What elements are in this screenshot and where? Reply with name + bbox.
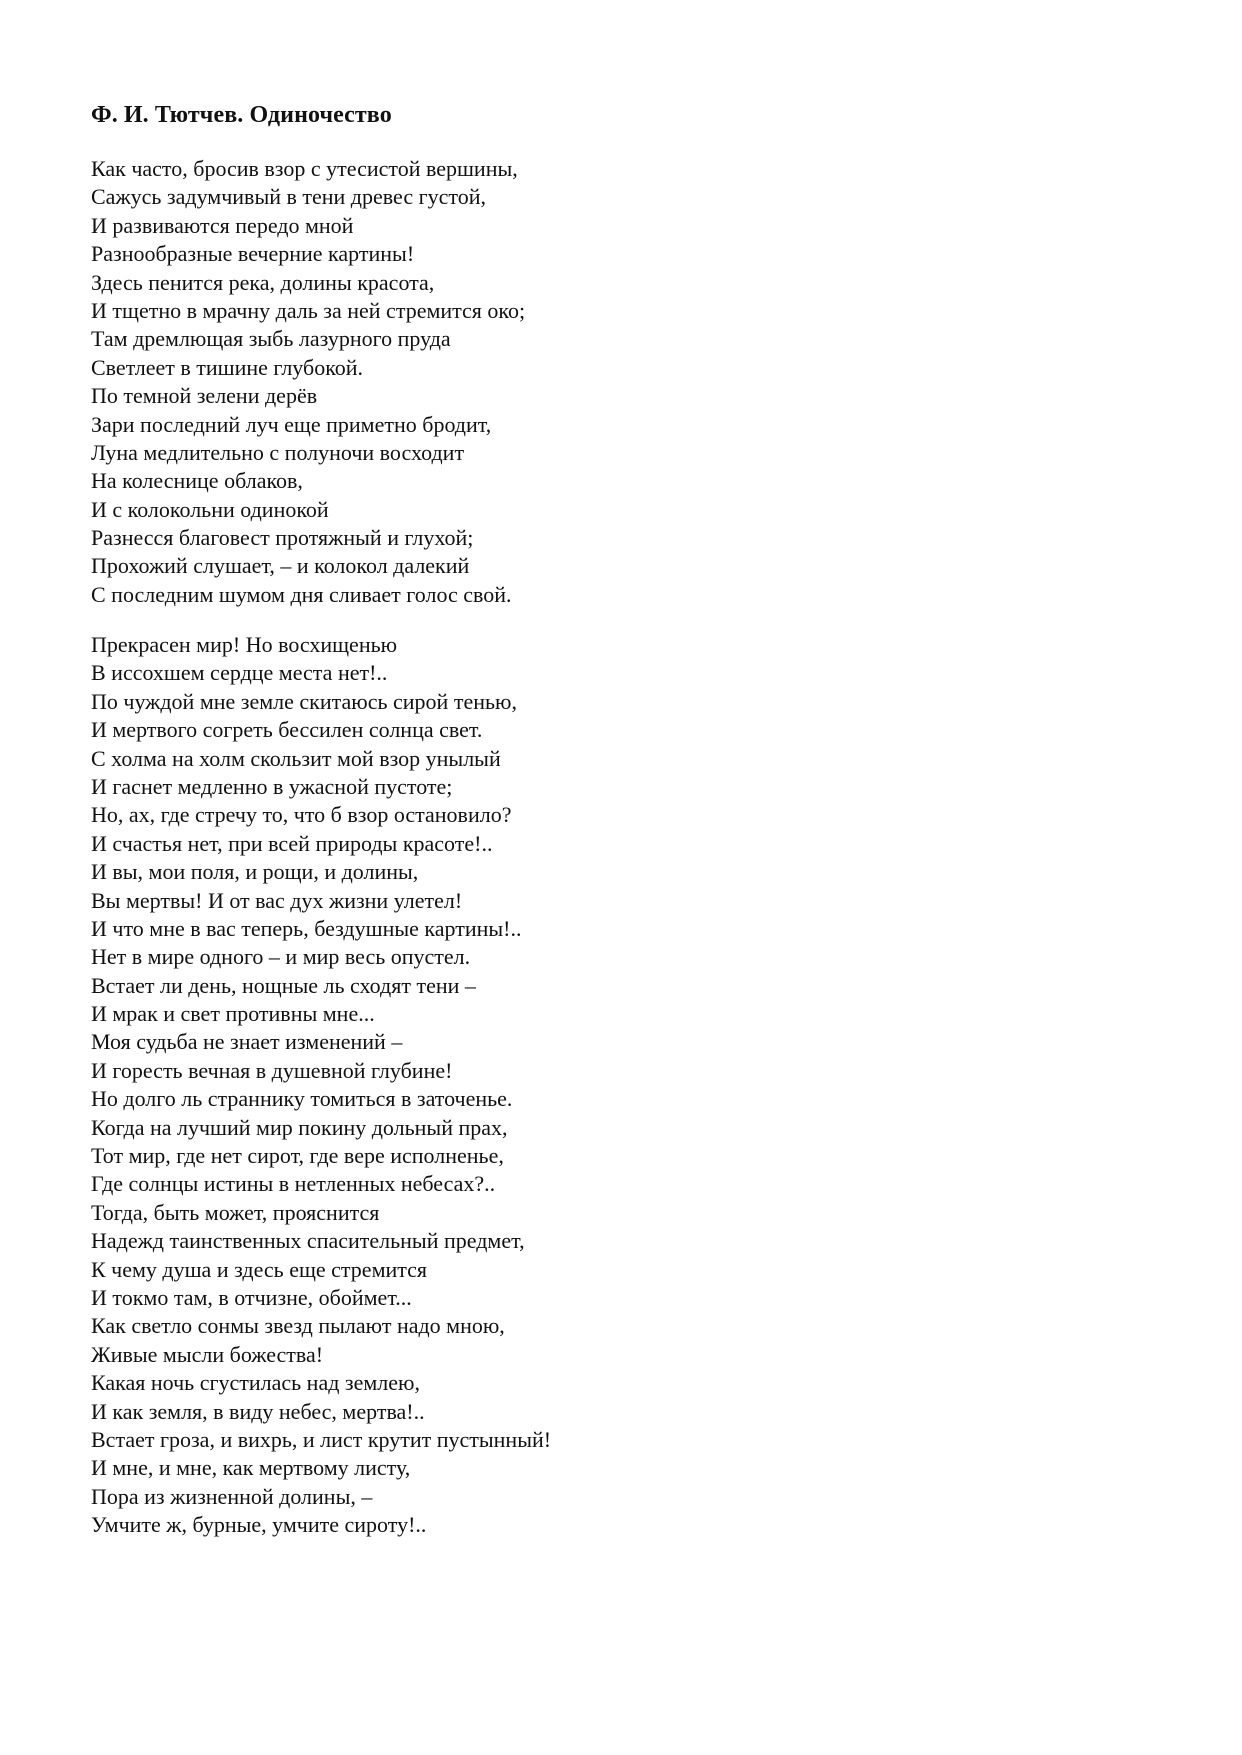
poem-line: И тщетно в мрачну даль за ней стремится око; xyxy=(91,297,526,323)
poem-line: С холма на холм скользит мой взор унылый xyxy=(91,745,501,771)
poem-line: И мне, и мне, как мертвому листу, xyxy=(91,1455,411,1481)
poem-line: И гаснет медленно в ужасной пустоте; xyxy=(91,773,453,799)
poem-line: Тот мир, где нет сирот, где вере исполненье, xyxy=(91,1143,504,1169)
poem-line: Разнообразные вечерние картины! xyxy=(91,241,415,267)
poem-line: Светлеет в тишине глубокой. xyxy=(91,354,364,380)
poem-line: Вы мертвы! И от вас дух жизни улетел! xyxy=(91,887,463,913)
poem-line: Надежд таинственных спасительный предмет, xyxy=(91,1228,525,1254)
poem-line: Встает гроза, и вихрь, и лист крутит пустынный! xyxy=(91,1426,552,1452)
poem-line: В иссохшем сердце места нет!.. xyxy=(91,660,388,686)
poem-line: Когда на лучший мир покину дольный прах, xyxy=(91,1114,508,1140)
poem-line: Умчите ж, бурные, умчите сироту!.. xyxy=(91,1512,427,1538)
poem-line: Тогда, быть может, прояснится xyxy=(91,1199,380,1225)
stanza-1 xyxy=(91,155,525,609)
poem-line: И как земля, в виду небес, мертва!.. xyxy=(91,1398,425,1424)
poem-line: Живые мысли божества! xyxy=(91,1341,324,1367)
poem-line: Луна медлительно с полуночи восходит xyxy=(91,439,465,465)
poem-title: Ф. И. Тютчев. Одиночество xyxy=(91,102,392,128)
poem-line: Как светло сонмы звезд пылают надо мною, xyxy=(91,1313,505,1339)
poem-line: И счастья нет, при всей природы красоте!.. xyxy=(91,830,493,856)
poem-line: Зари последний луч еще приметно бродит, xyxy=(91,411,492,437)
poem-line: Прекрасен мир! Но восхищенью xyxy=(91,632,398,657)
poem-line: Какая ночь сгустилась над землею, xyxy=(91,1370,420,1396)
poem-line: Сажусь задумчивый в тени древес густой, xyxy=(91,184,486,210)
poem-line: Но, ах, где стречу то, что б взор остановило? xyxy=(91,802,512,828)
poem-line: И с колокольни одинокой xyxy=(91,496,329,522)
poem-line: Но долго ль страннику томиться в заточенье. xyxy=(91,1086,513,1112)
poem-line: И мертвого согреть бессилен солнца свет. xyxy=(91,717,483,743)
poem-line: Пора из жизненной долины, – xyxy=(91,1483,373,1509)
poem-line: Там дремлющая зыбь лазурного пруда xyxy=(91,326,451,352)
poem-line: И вы, мои поля, и рощи, и долины, xyxy=(91,859,419,885)
poem-line: И горесть вечная в душевной глубине! xyxy=(91,1057,453,1083)
poem-line: И развиваются передо мной xyxy=(91,212,354,238)
poem-line: С последним шумом дня сливает голос свой. xyxy=(91,581,512,607)
poem-line: И мрак и свет противны мне... xyxy=(91,1001,375,1027)
poem-line: На колеснице облаков, xyxy=(91,468,303,494)
poem-line: К чему душа и здесь еще стремится xyxy=(91,1256,428,1282)
poem-line: Нет в мире одного – и мир весь опустел. xyxy=(91,944,471,970)
poem-line: По темной зелени дерёв xyxy=(91,383,318,409)
poem-line: Здесь пенится река, долины красота, xyxy=(91,269,435,295)
poem-line: Прохожий слушает, – и колокол далекий xyxy=(91,553,470,579)
poem-line: Встает ли день, нощные ль сходят тени – xyxy=(91,972,476,998)
stanza-2 xyxy=(91,631,551,1540)
poem-line: Моя судьба не знает изменений – xyxy=(91,1029,403,1055)
poem-line: И что мне в вас теперь, бездушные картины!.. xyxy=(91,915,522,941)
poem-line: Как часто, бросив взор с утесистой вершины, xyxy=(91,156,518,181)
poem-line: Разнесся благовест протяжный и глухой; xyxy=(91,525,474,551)
poem-line: Где солнцы истины в нетленных небесах?.. xyxy=(91,1171,496,1197)
poem-line: По чуждой мне земле скитаюсь сирой тенью, xyxy=(91,688,517,714)
poem-line: И токмо там, в отчизне, обоймет... xyxy=(91,1284,412,1310)
